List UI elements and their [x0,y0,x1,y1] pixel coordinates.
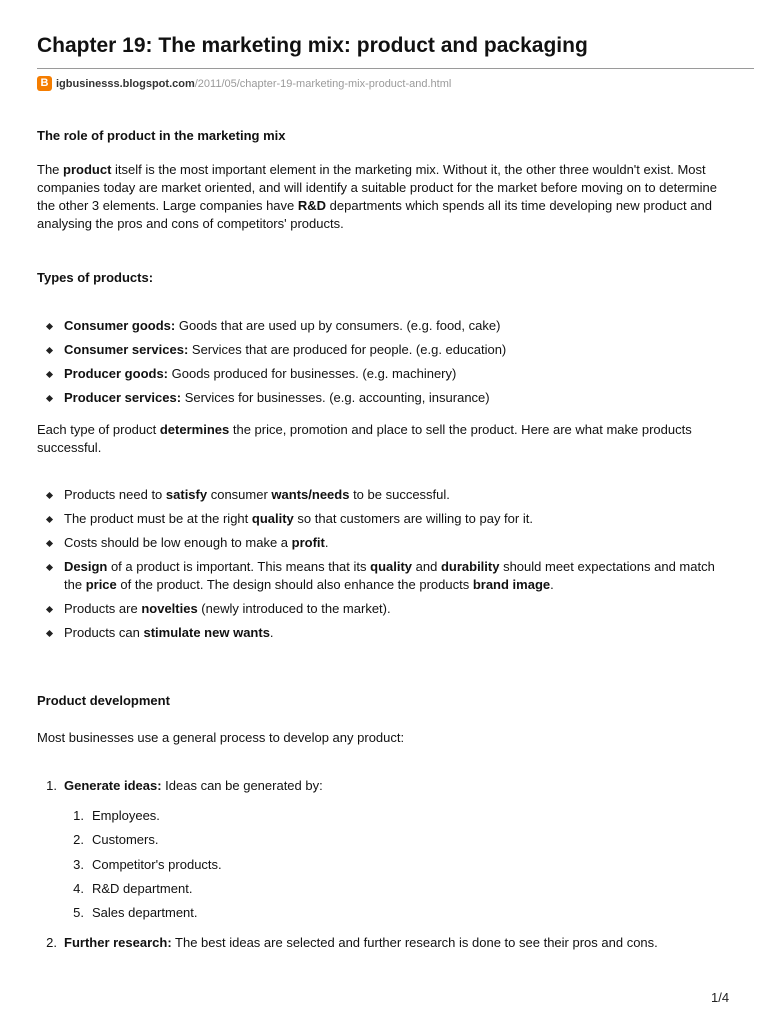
paragraph-role-of-product: The product itself is the most important element in the marketing mix. Without it, the other three wouldn't exist. Most companies today are market oriented, and will identify a suitable product for the market before moving on to determine the other 3 elements. Large companies have R&D departments which spends all its time developing new product and analysing the pros and cons of competitors' products. [37,162,717,231]
success-list [37,486,734,648]
heading-product-development: Product development [37,693,170,708]
heading-types-of-products: Types of products: [37,270,154,285]
list-item: The product must be at the right quality so that customers are willing to pay for it. [37,510,734,528]
source-domain: igbusinesss.blogspot.com [56,77,195,90]
idea-sources-list [64,807,222,928]
list-item: Producer goods: Goods produced for businesses. (e.g. machinery) [37,365,506,383]
heading-role-of-product: The role of product in the marketing mix [37,128,286,143]
list-item: Products are novelties (newly introduced to the market). [37,600,734,618]
list-item: 1. Employees. [73,808,160,823]
types-list [37,317,506,413]
list-item: 5. Sales department. [73,905,198,921]
source-link[interactable] [56,78,451,90]
source-line [37,76,451,91]
list-item: 3. Competitor's products. [73,856,222,872]
list-item: Consumer services: Services that are produced for people. (e.g. education) [37,341,506,359]
list-item: Producer services: Services for businesses. (e.g. accounting, insurance) [37,389,506,407]
blogger-icon: B [37,76,52,91]
development-steps-continued [37,934,658,952]
development-steps [37,777,323,795]
title-divider [37,68,754,69]
list-item: 2. Customers. [73,832,159,848]
list-item: Products can stimulate new wants. [37,624,734,642]
page-title: Chapter 19: The marketing mix: product and packaging [37,34,588,57]
list-item: Products need to satisfy consumer wants/needs to be successful. [37,486,734,504]
list-item: 4. R&D department. [73,880,193,896]
source-path: /2011/05/chapter-19-marketing-mix-product-and.html [194,77,452,90]
list-item: Costs should be low enough to make a profit. [37,534,734,552]
list-item: Design of a product is important. This means that its quality and durability should meet expectations and match the price of the product. The design should also enhance the products brand image. [37,558,734,594]
paragraph-development-intro: Most businesses use a general process to develop any product: [37,730,405,745]
list-item: Consumer goods: Goods that are used up by consumers. (e.g. food, cake) [37,317,506,335]
list-item: 2. Further research: The best ideas are selected and further research is done to see their pros and cons. [46,935,658,950]
page-number: 1/4 [711,990,730,1005]
list-item: 1. Generate ideas: Ideas can be generated by: [46,778,323,793]
paragraph-product-types: Each type of product determines the price, promotion and place to sell the product. Here are what make products successful. [37,422,692,455]
